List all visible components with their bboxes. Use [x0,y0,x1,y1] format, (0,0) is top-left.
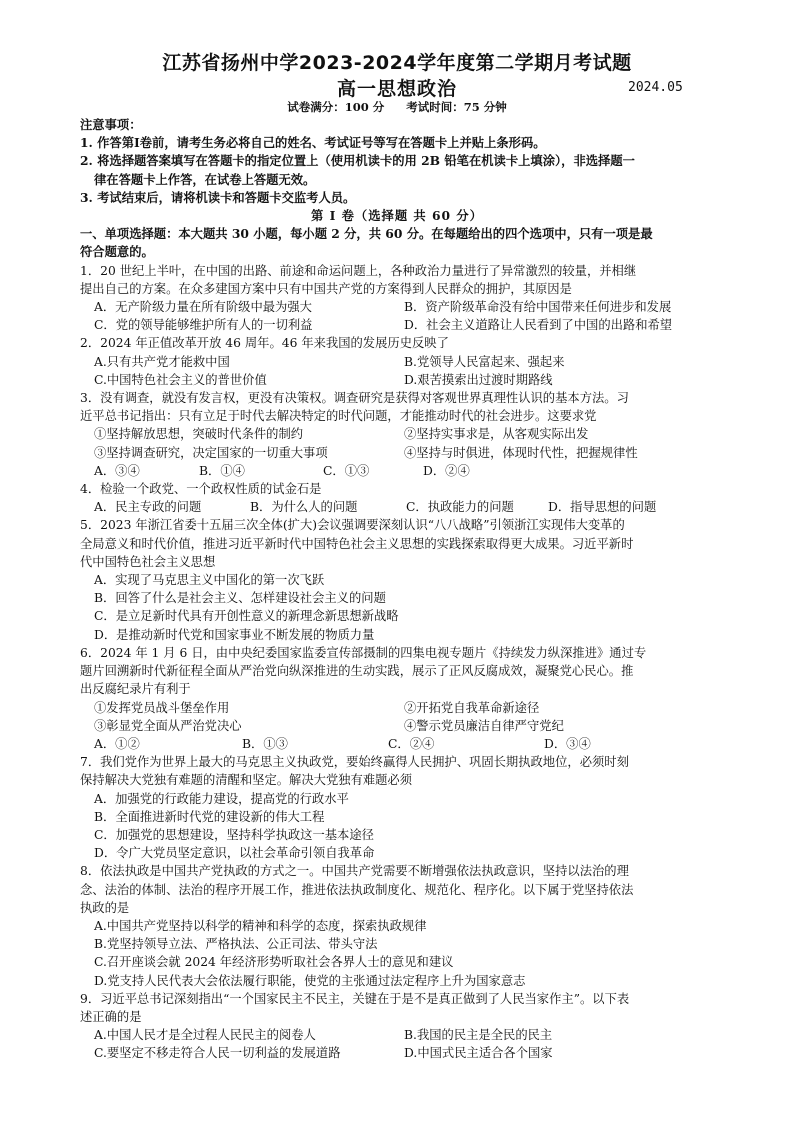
statement-2: ②坚持实事求是，从客观实际出发 [404,427,589,442]
option-c: C．党的领导能够维护所有人的一切利益 [94,318,313,333]
statement-4: ④警示党员廉洁自律严守党纪 [404,718,564,733]
statement-2: ②开拓党自我革命新途径 [404,700,540,715]
question-6 [80,644,714,753]
question-stem: 3．没有调查，就没有发言权，更没有决策权。调查研究是获得对客观世界真理性认识的基本方法。习 [80,391,629,406]
statement-3: ③坚持调查研究，决定国家的一切重大事项 [94,445,328,460]
option-a: A．无产阶级力量在所有阶级中最为强大 [94,300,312,315]
exam-meta [0,99,794,115]
question-7 [80,753,714,862]
option-b: B．①④ [199,463,245,478]
statement-4: ④坚持与时俱进，体现时代性，把握规律性 [404,445,638,460]
notice-item: 律在答题卡上作答，在试卷上答题无效。 [94,171,316,187]
option-c: C．加强党的思想建设，坚持科学执政这一基本途径 [94,827,374,842]
question-stem: 4．检验一个政党、一个政权性质的试金石是 [80,482,322,497]
question-stem: 6．2024 年 1 月 6 日，由中央纪委国家监委宣传部摄制的四集电视专题片《持续发力纵深推进》通过专 [80,645,647,660]
question-stem: 5．2023 年浙江省委十五届三次全体(扩大)会议强调要深刻认识“八八战略”引领浙江实现伟大变革的 [80,518,625,533]
statement-1: ①坚持解放思想，突破时代条件的制约 [94,427,304,442]
question-stem: 1．20 世纪上半叶，在中国的出路、前途和命运问题上，各种政治力量进行了异常激烈的较量，并相继 [80,263,637,278]
question-stem: 执政的是 [80,900,130,915]
option-b: B.党坚持领导立法、严格执法、公正司法、带头守法 [94,937,378,952]
option-d: D．②④ [423,463,470,478]
option-d: D．③④ [544,736,591,751]
option-c: C.要坚定不移走符合人民一切利益的发展道路 [94,1046,341,1061]
option-c: C．②④ [388,736,435,751]
question-8 [80,862,714,989]
question-stem: 8．依法执政是中国共产党执政的方式之一。中国共产党需要不断增强依法执政意识，坚持以法治的理 [80,864,629,879]
option-b: B．为什么人的问题 [250,500,358,515]
statement-3: ③彰显党全面从严治党决心 [94,718,242,733]
option-a: A．③④ [94,463,140,478]
option-c: C.召开座谈会就 2024 年经济形势听取社会各界人士的意见和建议 [94,955,454,970]
option-d: D.艰苦摸索出过渡时期路线 [404,372,553,387]
statement-1: ①发挥党员战斗堡垒作用 [94,700,230,715]
option-a: A．民主专政的问题 [94,500,202,515]
option-c: C.中国特色社会主义的普世价值 [94,372,267,387]
option-b: B.我国的民主是全民的民主 [404,1028,553,1043]
notice-item: 3. 考试结束后，请将机读卡和答题卡交监考人员。 [80,189,356,205]
question-stem: 近平总书记指出：只有立足于时代去解决特定的时代问题，才能推动时代的社会进步。这要求党 [80,409,597,424]
option-a: A.中国共产党坚持以科学的精神和科学的态度，探索执政规律 [94,918,427,933]
option-c: C．执政能力的问题 [406,500,514,515]
question-2 [80,334,714,389]
question-stem: 题片回溯新时代新征程全面从严治党向纵深推进的生动实践，展示了正风反腐成效，凝聚党心民心。推 [80,664,634,679]
option-d: D．指导思想的问题 [548,500,657,515]
question-3 [80,389,714,480]
option-a: A.只有共产党才能救中国 [94,354,230,369]
question-stem: 保持解决大党独有难题的清醒和坚定。解决大党独有难题必须 [80,773,413,788]
exam-subject: 高一思想政治 [336,78,457,100]
exam-title: 江苏省扬州中学2023-2024学年度第二学期月考试题 [162,52,632,74]
option-d: D．令广大党员坚定意识，以社会革命引领自我革命 [94,846,375,861]
exam-content [80,116,714,1063]
question-5 [80,516,714,643]
question-stem: 述正确的是 [80,1009,142,1024]
notice-list [80,134,714,207]
option-d: D．社会主义道路让人民看到了中国的出路和希望 [404,318,673,333]
notice-item: 1. 作答第Ⅰ卷前，请考生务必将自己的姓名、考试证号等写在答题卡上并贴上条形码。 [80,135,546,151]
question-stem: 提出自己的方案。在众多建国方案中只有中国共产党的方案得到人民群众的拥护，其原因是 [80,281,572,296]
option-d: D.党支持人民代表大会依法履行职能，使党的主张通过法定程序上升为国家意志 [94,973,526,988]
option-b: B．全面推进新时代党的建设新的伟大工程 [94,809,325,824]
question-stem: 念、法治的体制、法治的程序开展工作，推进依法执政制度化、规范化、程序化。以下属于党坚持依法 [80,882,634,897]
option-b: B．①③ [242,736,288,751]
option-d: D．是推动新时代党和国家事业不断发展的物质力量 [94,627,375,642]
question-stem: 7．我们党作为世界上最大的马克思主义执政党，要始终赢得人民拥护、巩固长期执政地位，必须时刻 [80,755,629,770]
option-a: A．实现了马克思主义中国化的第一次飞跃 [94,573,325,588]
option-a: A．加强党的行政能力建设，提高党的行政水平 [94,791,349,806]
question-9 [80,990,714,1063]
notice-heading: 注意事项： [80,117,142,132]
question-stem: 全局意义和时代价值，推进习近平新时代中国特色社会主义思想的实践探索取得更大成果。习近平新时 [80,536,634,551]
option-c: C．是立足新时代具有开创性意义的新理念新思想新战略 [94,609,399,624]
option-d: D.中国式民主适合各个国家 [404,1046,553,1061]
exam-time: 考试时间：75 分钟 [406,100,507,114]
option-b: B．回答了什么是社会主义、怎样建设社会主义的问题 [94,591,386,606]
question-stem: 9．习近平总书记深刻指出“一个国家民主不民主，关键在于是不是真正做到了人民当家作主”。以下表 [80,991,630,1006]
question-4 [80,480,714,516]
part1-title: 第 Ⅰ 卷（选择题 共 60 分） [311,208,483,224]
option-a: A．①② [94,736,140,751]
option-b: B.党领导人民富起来、强起来 [404,354,565,369]
option-b: B．资产阶级革命没有给中国带来任何进步和发展 [404,300,672,315]
notice-item: 2. 将选择题答案填写在答题卡的指定位置上（使用机读卡的用 2B 铅笔在机读卡上填涂），非选择题一 [80,153,635,169]
question-1 [80,262,714,335]
option-c: C．①③ [323,463,370,478]
full-score: 试卷满分：100 分 [287,100,385,114]
section1-heading: 一、单项选择题：本大题共 30 小题，每小题 2 分，共 60 分。在每题给出的四个选项中，只有一项是最 符合题意的。 [80,226,653,260]
question-stem: 2．2024 年正值改革开放 46 周年。46 年来我国的发展历史反映了 [80,336,449,351]
question-stem: 代中国特色社会主义思想 [80,554,216,569]
exam-date: 2024.05 [628,80,683,95]
question-stem: 出反腐纪录片有利于 [80,682,191,697]
option-a: A.中国人民才是全过程人民民主的阅卷人 [94,1028,316,1043]
